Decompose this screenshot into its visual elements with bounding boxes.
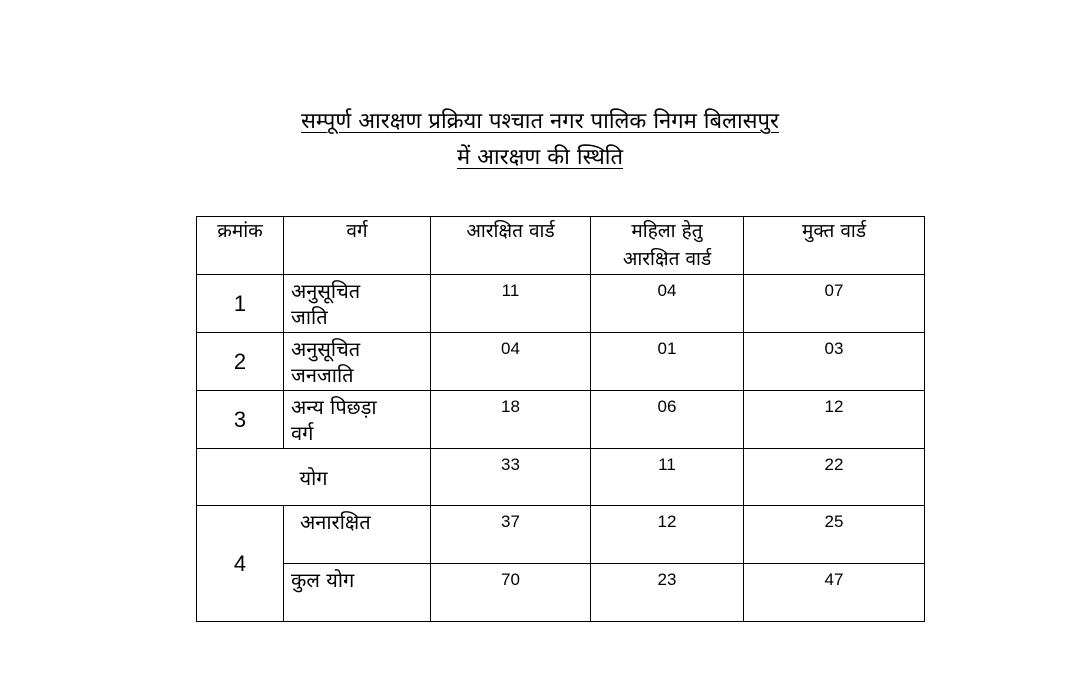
table-row <box>197 333 925 391</box>
unreserved-serial: 4 <box>197 506 284 622</box>
subtotal-reserved: 33 <box>431 449 591 506</box>
category-line-2: जाति <box>291 305 328 329</box>
row-reserved: 04 <box>431 333 591 391</box>
row-free: 12 <box>744 391 925 449</box>
unreserved-free: 25 <box>744 506 925 564</box>
table-row <box>197 275 925 333</box>
row-serial: 2 <box>197 333 284 391</box>
grand-total-label: कुल योग <box>284 564 431 622</box>
header-serial: क्रमांक <box>197 217 284 275</box>
row-serial: 3 <box>197 391 284 449</box>
row-free: 03 <box>744 333 925 391</box>
subtotal-label: योग <box>197 449 431 506</box>
reservation-table <box>196 216 925 622</box>
category-line-1: अनुसूचित <box>291 279 361 303</box>
header-reserved-wards: आरक्षित वार्ड <box>431 217 591 275</box>
row-reserved: 11 <box>431 275 591 333</box>
category-line-2: वर्ग <box>291 421 314 445</box>
header-women-reserved <box>591 217 744 275</box>
title-line-2-text: में आरक्षण की स्थिति <box>456 145 623 170</box>
row-women: 04 <box>591 275 744 333</box>
category-line-2: जनजाति <box>291 363 354 387</box>
row-reserved: 18 <box>431 391 591 449</box>
subtotal-row <box>197 449 925 506</box>
table-header-row <box>197 217 925 275</box>
header-category: वर्ग <box>284 217 431 275</box>
row-women: 06 <box>591 391 744 449</box>
row-category <box>284 333 431 391</box>
document-title-line-2 <box>0 143 1080 173</box>
unreserved-reserved: 37 <box>431 506 591 564</box>
unreserved-label: अनारक्षित <box>284 506 431 564</box>
subtotal-women: 11 <box>591 449 744 506</box>
header-women-line-1: महिला हेतु <box>631 220 703 242</box>
row-women: 01 <box>591 333 744 391</box>
category-line-1: अन्य पिछड़ा <box>291 395 377 419</box>
grand-total-free: 47 <box>744 564 925 622</box>
subtotal-free: 22 <box>744 449 925 506</box>
category-line-1: अनुसूचित <box>291 337 361 361</box>
document-title-line-1 <box>0 107 1080 137</box>
header-women-line-2: आरक्षित वार्ड <box>622 248 712 270</box>
header-free-wards: मुक्त वार्ड <box>744 217 925 275</box>
row-serial: 1 <box>197 275 284 333</box>
title-line-1-text: सम्पूर्ण आरक्षण प्रक्रिया पश्चात नगर पालिक निगम बिलासपुर <box>300 109 780 134</box>
table-row <box>197 391 925 449</box>
row-category <box>284 391 431 449</box>
grand-total-women: 23 <box>591 564 744 622</box>
unreserved-women: 12 <box>591 506 744 564</box>
row-free: 07 <box>744 275 925 333</box>
unreserved-row <box>197 506 925 564</box>
grand-total-reserved: 70 <box>431 564 591 622</box>
grand-total-row <box>197 564 925 622</box>
row-category <box>284 275 431 333</box>
